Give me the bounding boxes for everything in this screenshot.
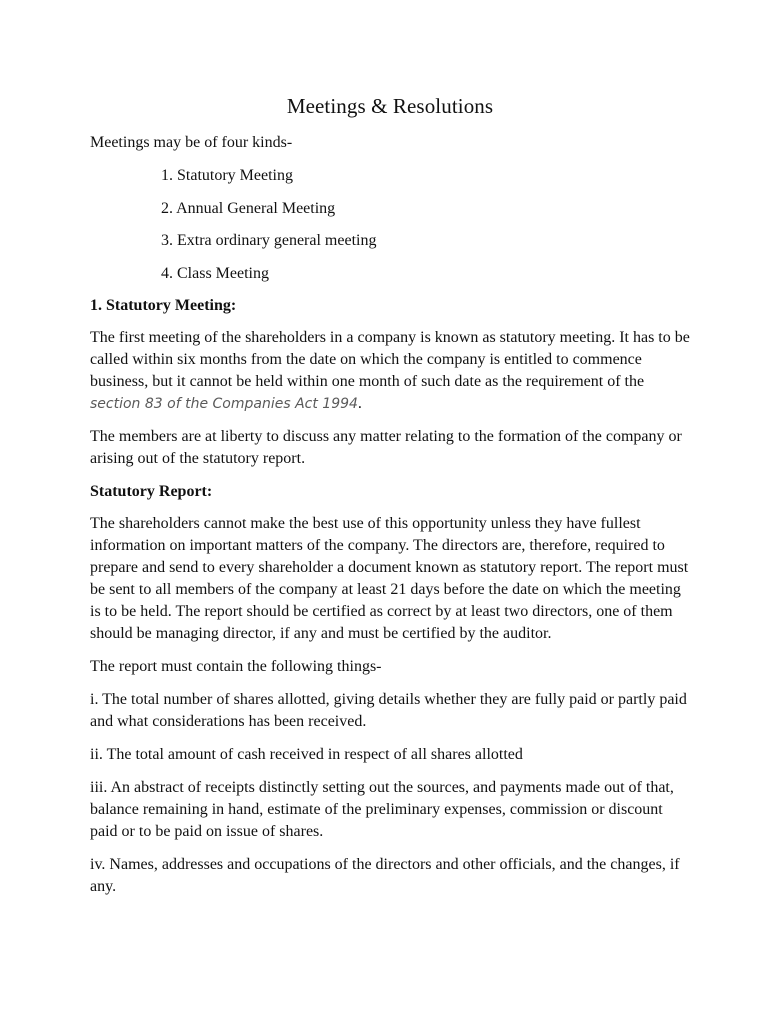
meeting-kind-item: 2. Annual General Meeting bbox=[161, 199, 336, 217]
report-item: ii. The total amount of cash received in respect of all shares allotted bbox=[90, 746, 523, 763]
meeting-kind-item: 1. Statutory Meeting bbox=[161, 167, 293, 184]
companies-act-reference: section 83 of the Companies Act 1994 bbox=[90, 396, 358, 412]
meeting-kind-item: 3. Extra ordinary general meeting bbox=[161, 232, 377, 249]
intro-text: Meetings may be of four kinds- bbox=[90, 134, 293, 151]
report-contents-intro: The report must contain the following things- bbox=[90, 658, 382, 675]
report-item: iii. An abstract of receipts distinctly setting out the sources, and payments made out of that, balance remaining in hand, estimate of the preliminary expenses, commission or discount paid or to be paid on issue of shares. bbox=[90, 779, 674, 840]
report-item: iv. Names, addresses and occupations of the directors and other officials, and the changes, if any. bbox=[90, 856, 680, 895]
statutory-meeting-paragraph-text: The first meeting of the shareholders in a company is known as statutory meeting. It has to be called within six months from the date on which the company is entitled to commence business, but it cannot be held within one month of such date as the requirement of the bbox=[90, 329, 690, 390]
document-body bbox=[90, 92, 690, 909]
statutory-meeting-heading: 1. Statutory Meeting: bbox=[90, 297, 237, 314]
members-liberty-paragraph: The members are at liberty to discuss any matter relating to the formation of the company or arising out of the statutory report. bbox=[90, 428, 682, 467]
meeting-kinds-list bbox=[90, 165, 690, 285]
statutory-report-heading: Statutory Report: bbox=[90, 483, 213, 500]
meeting-kind-item: 4. Class Meeting bbox=[161, 264, 269, 282]
paragraph-period: . bbox=[357, 395, 362, 412]
report-item: i. The total number of shares allotted, giving details whether they are fully paid or partly paid and what considerations has been received. bbox=[90, 691, 687, 730]
statutory-report-paragraph: The shareholders cannot make the best use of this opportunity unless they have fullest information on important matters of the company. The directors are, therefore, required to prepare and send to every shareholder a document known as statutory report. The report must be sent to all members of the company at least 21 days before the date on which the meeting is to be held. The report should be certified as correct by at least two directors, one of them should be managing director, if any and must be certified by the auditor. bbox=[90, 515, 689, 642]
document-title: Meetings & Resolutions bbox=[286, 94, 494, 118]
statutory-meeting-paragraph bbox=[90, 327, 690, 415]
